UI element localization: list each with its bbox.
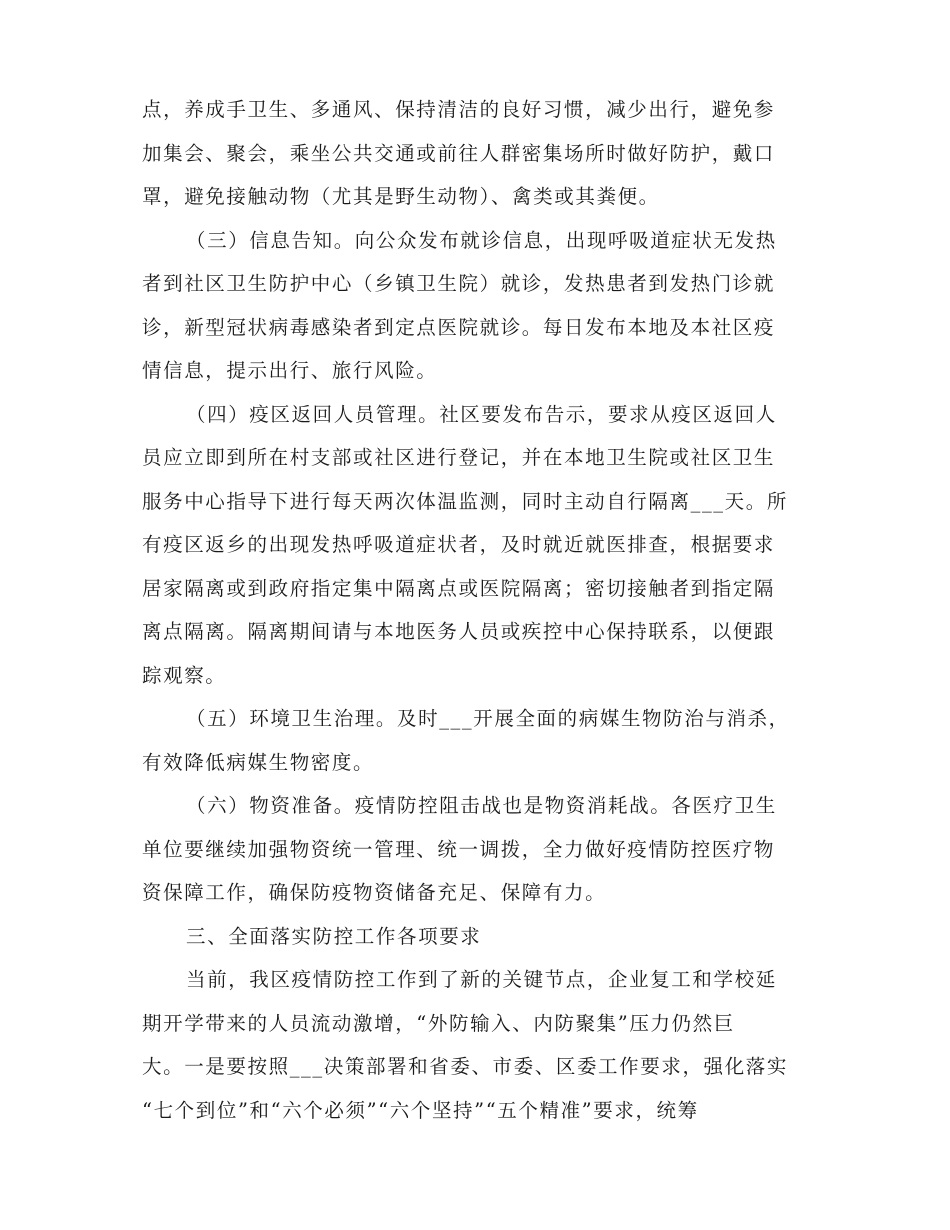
text-line: 有效降低病媒生物密度。 <box>142 750 375 774</box>
text-line: “七个到位”和“六个必须”“六个坚持”“五个精准”要求，统筹 <box>142 1098 699 1122</box>
text-line: 当前，我区疫情防控工作到了新的关键节点，企业复工和学校延 <box>186 968 777 991</box>
text-line: 资保障工作，确保防疫物资储备充足、保障有力。 <box>142 881 607 904</box>
text-line: 员应立即到所在村支部或社区进行登记，并在本地卫生院或社区卫生 <box>142 446 776 469</box>
text-line: 诊，新型冠状病毒感染者到定点医院就诊。每日发布本地及本社区疫 <box>142 315 776 339</box>
section-heading-line: （三）信息告知。向公众发布就诊信息，出现呼吸道症状无发热 <box>186 228 777 252</box>
section-heading-line: （四）疫区返回人员管理。社区要发布告示，要求从疫区返回人 <box>186 402 777 426</box>
text-line: 单位要继续加强物资统一管理、统一调拨，全力做好疫情防控医疗物 <box>142 837 776 861</box>
text-line: 者到社区卫生防护中心（乡镇卫生院）就诊，发热患者到发热门诊就 <box>142 272 776 295</box>
text-line: 离点隔离。隔离期间请与本地医务人员或疾控中心保持联系，以便跟 <box>142 620 776 643</box>
section-heading-line: （五）环境卫生治理。及时___开展全面的病媒生物防治与消杀， <box>186 707 790 730</box>
text-line: 期开学带来的人员流动激增，“外防输入、内防聚集”压力仍然巨 <box>142 1011 735 1035</box>
text-line: 有疫区返乡的出现发热呼吸道症状者，及时就近就医排查，根据要求 <box>142 533 776 556</box>
text-line: 服务中心指导下进行每天两次体温监测，同时主动自行隔离___天。所 <box>142 489 788 513</box>
section-heading-line: （六）物资准备。疫情防控阻击战也是物资消耗战。各医疗卫生 <box>186 794 777 817</box>
document-body <box>142 88 808 1132</box>
chapter-heading-line: 三、全面落实防控工作各项要求 <box>186 924 482 948</box>
text-line: 居家隔离或到政府指定集中隔离点或医院隔离；密切接触者到指定隔 <box>142 576 776 600</box>
text-line: 罩，避免接触动物（尤其是野生动物）、禽类或其粪便。 <box>142 185 660 208</box>
text-line: 点，养成手卫生、多通风、保持清洁的良好习惯，减少出行，避免参 <box>142 98 776 121</box>
text-line: 情信息，提示出行、旅行风险。 <box>142 359 438 382</box>
text-line: 踪观察。 <box>142 663 227 687</box>
text-line: 加集会、聚会，乘坐公共交通或前往人群密集场所时做好防护，戴口 <box>142 141 776 165</box>
text-line: 大。一是要按照___决策部署和省委、市委、区委工作要求，强化落实 <box>142 1055 788 1078</box>
